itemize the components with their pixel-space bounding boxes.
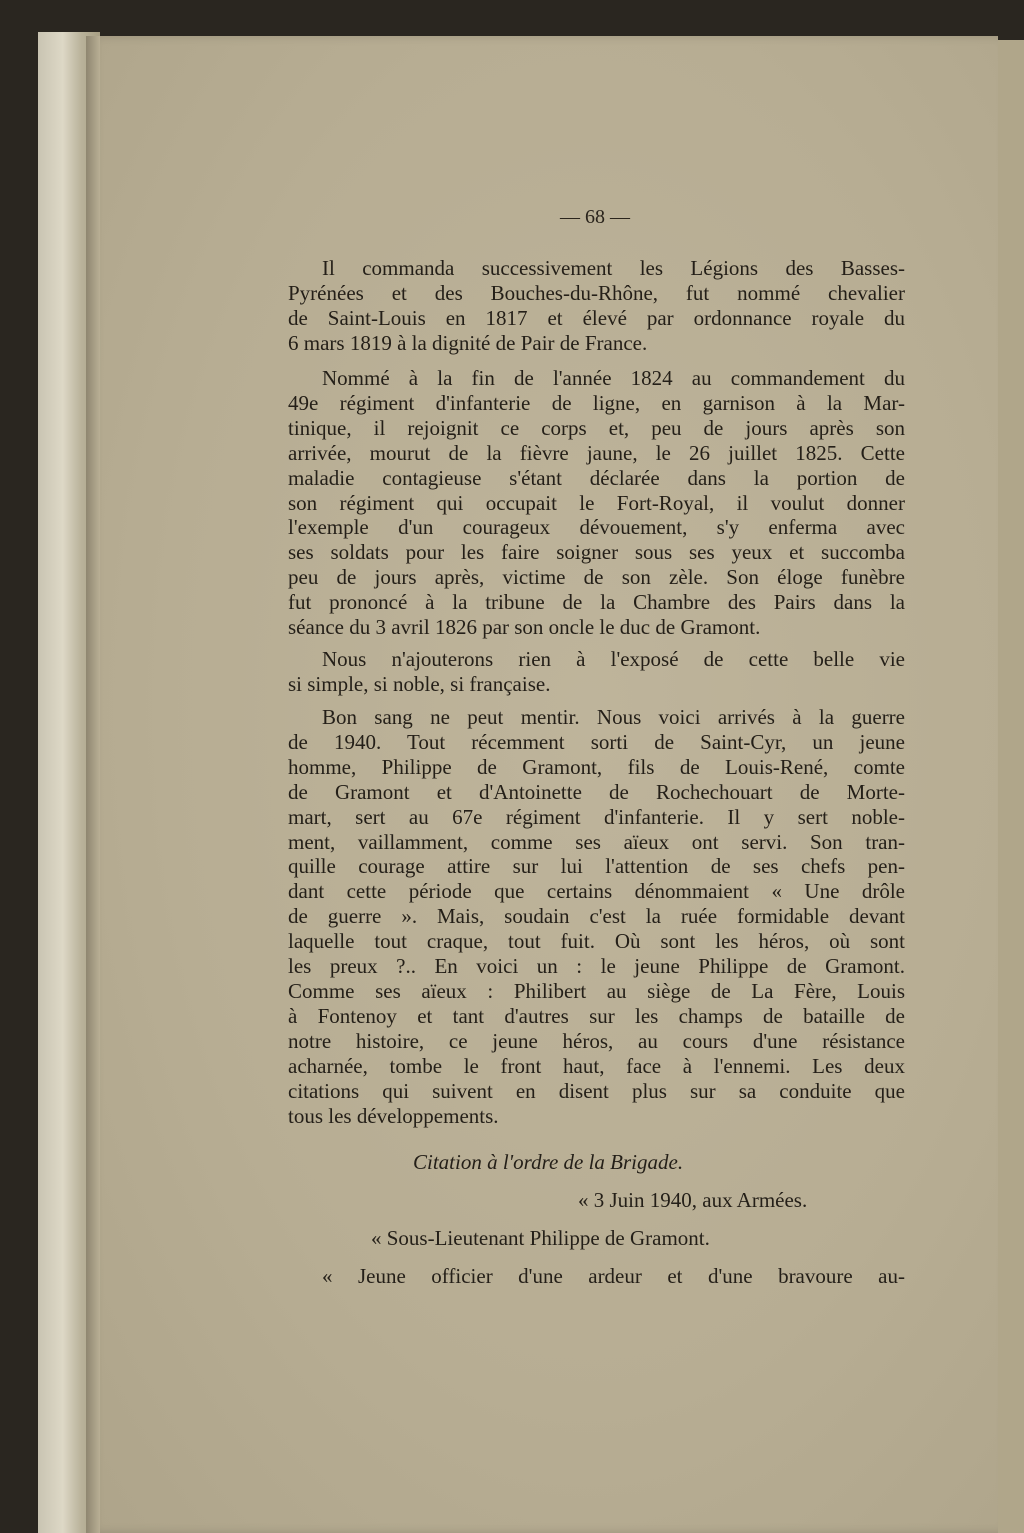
text-line: Nommé à la fin de l'année 1824 au commandement du xyxy=(322,366,905,390)
citation-name: « Sous-Lieutenant Philippe de Gramont. xyxy=(371,1226,710,1250)
text-line: séance du 3 avril 1826 par son oncle le duc de Gramont. xyxy=(288,615,761,640)
text-line: arrivée, mourut de la fièvre jaune, le 26 juillet 1825. Cette xyxy=(288,440,905,465)
text-line: ment, vaillamment, comme ses aïeux ont servi. Son tran- xyxy=(288,829,905,854)
text-line: à Fontenoy et tant d'autres sur les champs de bataille de xyxy=(288,1003,905,1028)
citation-text: « Jeune officier d'une ardeur et d'une bravoure au- xyxy=(322,1264,905,1288)
text-line: Il commanda successivement les Légions des Basses- xyxy=(322,256,905,280)
text-line: homme, Philippe de Gramont, fils de Louis-René, comte xyxy=(288,754,905,779)
citation-title: Citation à l'ordre de la Brigade. xyxy=(413,1150,684,1174)
text-line: de Gramont et d'Antoinette de Rochechouart de Morte- xyxy=(288,779,905,804)
text-line: tinique, il rejoignit ce corps et, peu de jours après son xyxy=(288,415,905,440)
text-line: dant cette période que certains dénommaient « Une drôle xyxy=(288,879,905,904)
citation-date: « 3 Juin 1940, aux Armées. xyxy=(578,1188,808,1212)
text-line: mart, sert au 67e régiment d'infanterie. Il y sert noble- xyxy=(288,804,905,829)
text-line: Comme ses aïeux : Philibert au siège de La Fère, Louis xyxy=(288,978,905,1003)
text-line: tous les développements. xyxy=(288,1103,499,1128)
text-line: acharnée, tombe le front haut, face à l'ennemi. Les deux xyxy=(288,1053,905,1078)
paragraph-4 xyxy=(288,705,905,1128)
text-line: de 1940. Tout récemment sorti de Saint-Cyr, un jeune xyxy=(288,729,905,754)
text-line: de Saint-Louis en 1817 et élevé par ordonnance royale du xyxy=(288,305,905,330)
text-line: Pyrénées et des Bouches-du-Rhône, fut nommé chevalier xyxy=(288,280,905,305)
paragraph-1 xyxy=(288,256,905,356)
text-line: fut prononcé à la tribune de la Chambre des Pairs dans la xyxy=(288,590,905,615)
page-number: — 68 — xyxy=(560,206,630,228)
text-line: 49e régiment d'infanterie de ligne, en garnison à la Mar- xyxy=(288,390,905,415)
text-line: Bon sang ne peut mentir. Nous voici arrivés à la guerre xyxy=(322,705,905,729)
paragraph-3 xyxy=(288,647,905,697)
page-gutter xyxy=(86,36,100,1533)
text-line: laquelle tout craque, tout fuit. Où sont les héros, où sont xyxy=(288,929,905,954)
text-line: quille courage attire sur lui l'attention de ses chefs pen- xyxy=(288,854,905,879)
text-line: 6 mars 1819 à la dignité de Pair de France. xyxy=(288,330,648,355)
text-line: si simple, si noble, si française. xyxy=(288,671,551,696)
paragraph-2 xyxy=(288,366,905,640)
text-line: ses soldats pour les faire soigner sous ses yeux et succomba xyxy=(288,540,905,565)
text-line: son régiment qui occupait le Fort-Royal, il voulut donner xyxy=(288,490,905,515)
facing-page-edge xyxy=(998,40,1024,1533)
text-line: les preux ?.. En voici un : le jeune Philippe de Gramont. xyxy=(288,954,905,979)
text-line: peu de jours après, victime de son zèle. Son éloge funèbre xyxy=(288,565,905,590)
text-line: Nous n'ajouterons rien à l'exposé de cette belle vie xyxy=(322,647,905,671)
text-line: de guerre ». Mais, soudain c'est la ruée formidable devant xyxy=(288,904,905,929)
text-line: notre histoire, ce jeune héros, au cours d'une résistance xyxy=(288,1028,905,1053)
text-line: maladie contagieuse s'étant déclarée dans la portion de xyxy=(288,465,905,490)
text-line: l'exemple d'un courageux dévouement, s'y enferma avec xyxy=(288,515,905,540)
text-line: citations qui suivent en disent plus sur sa conduite que xyxy=(288,1078,905,1103)
